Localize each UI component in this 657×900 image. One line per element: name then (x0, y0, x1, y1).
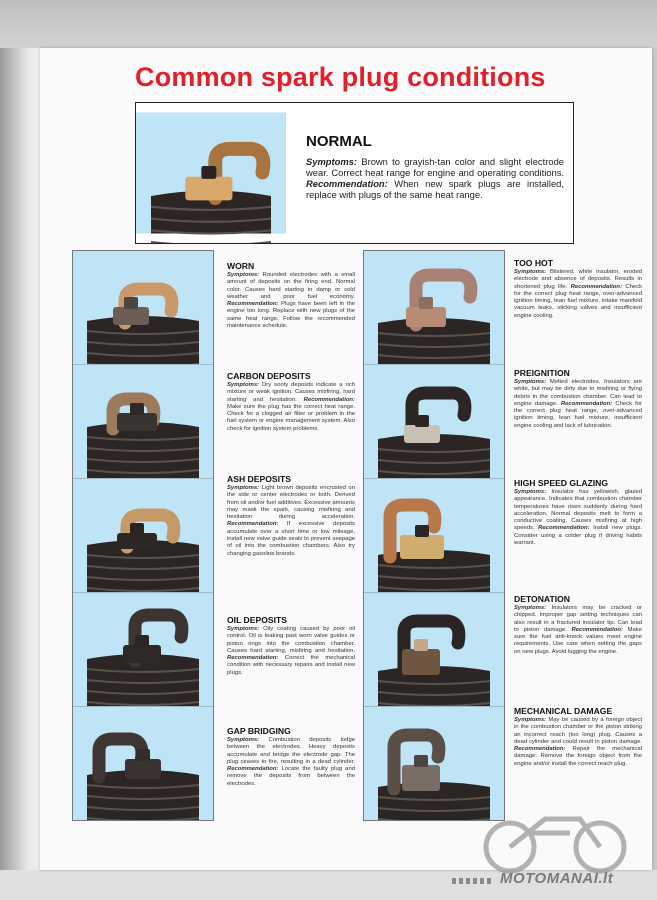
symptoms-text: Brown to grayish-tan color and slight electrode wear. Correct heat range for engine and operating conditions. (306, 156, 564, 178)
recommendation-text: Check for the correct plug heat range, over-advanced ignition timing, lean fuel mixture, intake manifold vacuum leaks, sticking valves and insufficient engine cooling. (514, 283, 643, 319)
condition-entry (514, 368, 642, 430)
scan-background-top (0, 0, 657, 48)
condition-description (514, 489, 642, 547)
symptoms-text: May be caused by a foreign object in the combustion chamber or the piston striking an incorrect reach (too long) plug. Causes a dead cylinder and could result in piston damage. (514, 717, 642, 745)
binder-edge (0, 48, 40, 878)
spark-plug-illustration (364, 251, 504, 364)
symptoms-label: Symptoms: (227, 382, 260, 388)
symptoms-label: Symptoms: (227, 272, 260, 278)
spark-plug-photo (364, 593, 504, 707)
spark-plug-illustration (73, 365, 213, 478)
recommendation-text: Plugs have been left in the engine too long. Replace with new plugs of the same heat range. Follow the recommended maintenance schedule. (227, 301, 355, 330)
condition-description (514, 717, 642, 768)
condition-entry (227, 261, 355, 330)
recommendation-text: Make sure the fuel anti-knock values meet engine requirements. Use care when setting the gaps on new plugs. Avoid lugging the engine. (514, 626, 642, 655)
recommendation-text: Correct the mechanical condition with necessary repairs and install new plugs. (227, 655, 355, 676)
condition-description (227, 626, 355, 677)
manual-page (40, 48, 652, 870)
symptoms-label: Symptoms: (514, 379, 547, 385)
condition-description (227, 382, 355, 433)
condition-heading: NORMAL (306, 133, 372, 150)
condition-heading: TOO HOT (514, 258, 553, 268)
recommendation-label: Recommendation: (560, 400, 613, 407)
symptoms-text: Combustion deposits lodge between the electrodes. Heavy deposits accumulate and bridge the electrode gap. The plug ceases to fire, resulting in a dead cylinder. (227, 737, 356, 765)
spark-plug-photo (73, 365, 213, 479)
normal-condition-box (135, 102, 574, 244)
spark-plug-illustration (364, 707, 504, 820)
recommendation-text: When new spark plugs are installed, replace with plugs of the same heat range. (306, 178, 565, 200)
spark-plug-photo (364, 707, 504, 820)
spark-plug-illustration (73, 707, 213, 820)
condition-heading: ASH DEPOSITS (227, 474, 291, 484)
recommendation-label: Recommendation: (227, 655, 279, 662)
recommendation-label: Recommendation: (227, 766, 279, 773)
symptoms-text: Insulator has yellowish, glazed appearance. Indicates that combustion chamber temperatures have risen suddenly during hard acceleration. Normal deposits melt to form a conductive coating. Causes misfiring at high speeds. (514, 489, 642, 532)
condition-heading: WORN (227, 261, 255, 271)
recommendation-text: Make sure the plug has the correct heat range. Check for a clogged air filter or problem in the fuel system or engine management system. Also check for ignition system problems. (227, 403, 355, 432)
spark-plug-photo (73, 479, 213, 593)
condition-description (227, 485, 355, 558)
symptoms-label: Symptoms: (514, 489, 547, 495)
recommendation-text: Repair the mechanical damage. Remove the foreign object from the engine and/or install the correct reach plug. (514, 746, 642, 767)
spark-plug-illustration (364, 365, 504, 478)
condition-heading: DETONATION (514, 594, 571, 604)
condition-heading: HIGH SPEED GLAZING (514, 478, 609, 488)
condition-entry (227, 371, 355, 433)
condition-heading: GAP BRIDGING (227, 726, 291, 736)
condition-description (227, 737, 355, 788)
symptoms-text: Melted electrodes. Insulators are white, but may be dirty due to misfiring or flying debris in the combustion chamber. Can lead to engine damage. (514, 379, 642, 407)
photo-column-left (72, 250, 214, 821)
recommendation-label: Recommendation: (571, 626, 623, 633)
condition-entry (227, 726, 355, 788)
recommendation-label: Recommendation: (303, 396, 355, 403)
symptoms-text: Blistered, white insulator, eroded electrode and absence of deposits. Results in shortened plug life. (514, 269, 642, 290)
symptoms-label: Symptoms: (514, 269, 547, 275)
watermark-dashes (452, 878, 492, 884)
symptoms-text: Rounded electrodes with a small amount of deposits on the firing end. Normal color. Causes hard starting in damp or cold weather and poor fuel economy. (227, 272, 355, 300)
spark-plug-photo (364, 365, 504, 479)
condition-heading: MECHANICAL DAMAGE (514, 706, 613, 716)
symptoms-label: Symptoms: (306, 156, 358, 167)
condition-description (306, 156, 564, 200)
spark-plug-illustration (136, 103, 286, 243)
condition-entry (514, 594, 642, 656)
condition-heading: OIL DEPOSITS (227, 615, 288, 625)
spark-plug-illustration (73, 479, 213, 592)
recommendation-label: Recommendation: (306, 178, 388, 189)
recommendation-text: Check for the correct plug heat range, over-advanced ignition timing, lean fuel mixture, insufficient engine cooling and lack of lubrication. (514, 400, 643, 429)
watermark-text: MOTOMANAI.lt (500, 870, 614, 887)
symptoms-text: Dry sooty deposits indicate a rich mixture or weak ignition. Causes misfiring, hard starting and hesitation. (227, 382, 356, 403)
recommendation-label: Recommendation: (514, 746, 566, 753)
spark-plug-photo (73, 593, 213, 707)
spark-plug-illustration (364, 479, 504, 592)
recommendation-label: Recommendation: (570, 283, 622, 290)
symptoms-label: Symptoms: (514, 717, 547, 723)
spark-plug-illustration (364, 593, 504, 706)
condition-heading: PREIGNITION (514, 368, 570, 378)
condition-entry (514, 258, 642, 320)
condition-description (514, 379, 642, 430)
symptoms-label: Symptoms: (514, 605, 547, 611)
recommendation-label: Recommendation: (538, 525, 590, 532)
normal-condition-text (306, 133, 564, 200)
condition-entry (227, 474, 355, 558)
recommendation-label: Recommendation: (227, 521, 279, 528)
condition-entry (514, 478, 642, 547)
condition-heading: CARBON DEPOSITS (227, 371, 311, 381)
symptoms-text: Insulators may be cracked or chipped. Improper gap setting techniques can also result in a fractured insulator tip. Can lead to piston damage. (514, 605, 642, 633)
condition-description (514, 269, 642, 320)
spark-plug-photo (73, 251, 213, 365)
page-title: Common spark plug conditions (135, 62, 546, 92)
spark-plug-photo-normal (136, 103, 286, 243)
condition-description (227, 272, 355, 330)
recommendation-label: Recommendation: (227, 301, 279, 308)
spark-plug-photo (73, 707, 213, 820)
condition-entry (227, 615, 355, 677)
recommendation-text: If excessive deposits accumulate over a short time or low mileage, install new valve guide seals to prevent seepage of oil into the combustion chambers. Also try changing gasoline brands. (227, 521, 355, 557)
spark-plug-illustration (73, 593, 213, 706)
symptoms-label: Symptoms: (227, 485, 260, 491)
spark-plug-illustration (73, 251, 213, 364)
symptoms-text: Light brown deposits encrusted on the side or center electrodes or both. Derived from oil and/or fuel additives. Excessive amounts may mask the spark, causing misfiring and hesitation during acceleration. (227, 485, 355, 521)
recommendation-text: Locate the faulty plug and remove the deposits from between the electrodes. (227, 766, 355, 787)
spark-plug-photo (364, 479, 504, 593)
recommendation-text: Install new plugs. Consider using a colder plug if driving habits warrant. (514, 525, 642, 547)
spark-plug-photo (364, 251, 504, 365)
symptoms-text: Oily coating caused by poor oil control. Oil is leaking past worn valve guides or piston rings into the combustion chamber. Causes hard starting, misfiring and hesitation. (227, 626, 355, 654)
symptoms-label: Symptoms: (227, 737, 260, 743)
condition-description (514, 605, 642, 656)
symptoms-label: Symptoms: (227, 626, 260, 632)
condition-entry (514, 706, 642, 768)
photo-column-right (363, 250, 505, 821)
